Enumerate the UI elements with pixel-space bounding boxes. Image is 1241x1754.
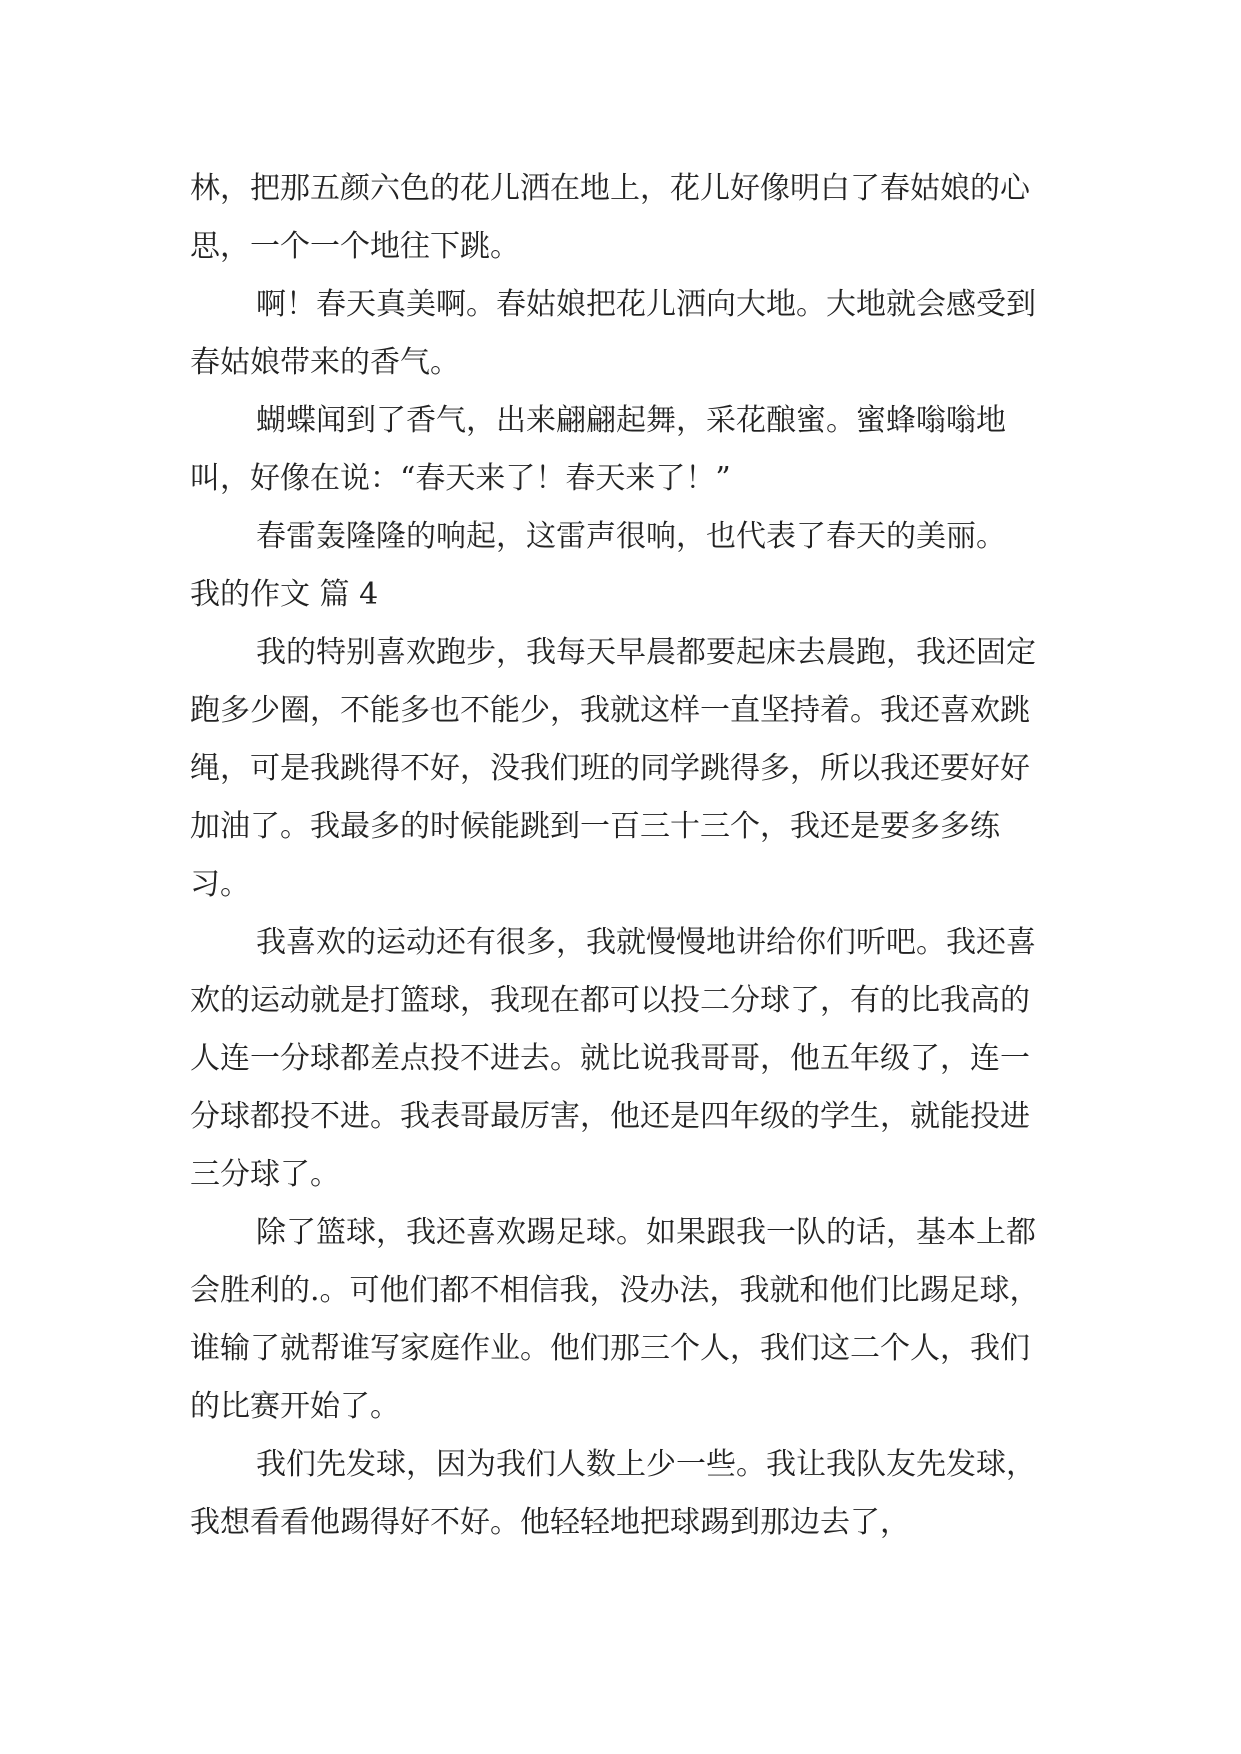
document-body [190,160,1050,1552]
paragraph-butterflies: 蝴蝶闻到了香气，出来翩翩起舞，采花酿蜜。蜜蜂嗡嗡地叫，好像在说：“春天来了！春天来了！” [190,403,1006,496]
section-heading: 我的作文 篇 4 [190,577,379,612]
paragraph-running: 我的特别喜欢跑步，我每天早晨都要起床去晨跑，我还固定跑多少圈，不能多也不能少，我就这样一直坚持着。我还喜欢跳绳，可是我跳得不好，没我们班的同学跳得多，所以我还要好好加油了。我最多的时候能跳到一百三十三个，我还是要多多练习。 [190,635,1036,902]
paragraph-spring-thunder: 春雷轰隆隆的响起，这雷声很响，也代表了春天的美丽。 [256,519,1006,554]
paragraph-basketball: 我喜欢的运动还有很多，我就慢慢地讲给你们听吧。我还喜欢的运动就是打篮球，我现在都可以投二分球了，有的比我高的人连一分球都差点投不进去。就比说我哥哥，他五年级了，连一分球都投不进。我表哥最厉害，他还是四年级的学生，就能投进三分球了。 [190,925,1036,1192]
paragraph-spring-beauty: 啊！春天真美啊。春姑娘把花儿洒向大地。大地就会感受到春姑娘带来的香气。 [190,287,1036,380]
paragraph-football: 除了篮球，我还喜欢踢足球。如果跟我一队的话，基本上都会胜利的.。可他们都不相信我，没办法，我就和他们比踢足球，谁输了就帮谁写家庭作业。他们那三个人，我们这二个人，我们的比赛开始了。 [190,1215,1040,1424]
paragraph-kickoff: 我们先发球，因为我们人数上少一些。我让我队友先发球，我想看看他踢得好不好。他轻轻地把球踢到那边去了， [190,1447,1036,1540]
paragraph-continued: 林，把那五颜六色的花儿洒在地上，花儿好像明白了春姑娘的心思，一个一个地往下跳。 [190,171,1030,264]
